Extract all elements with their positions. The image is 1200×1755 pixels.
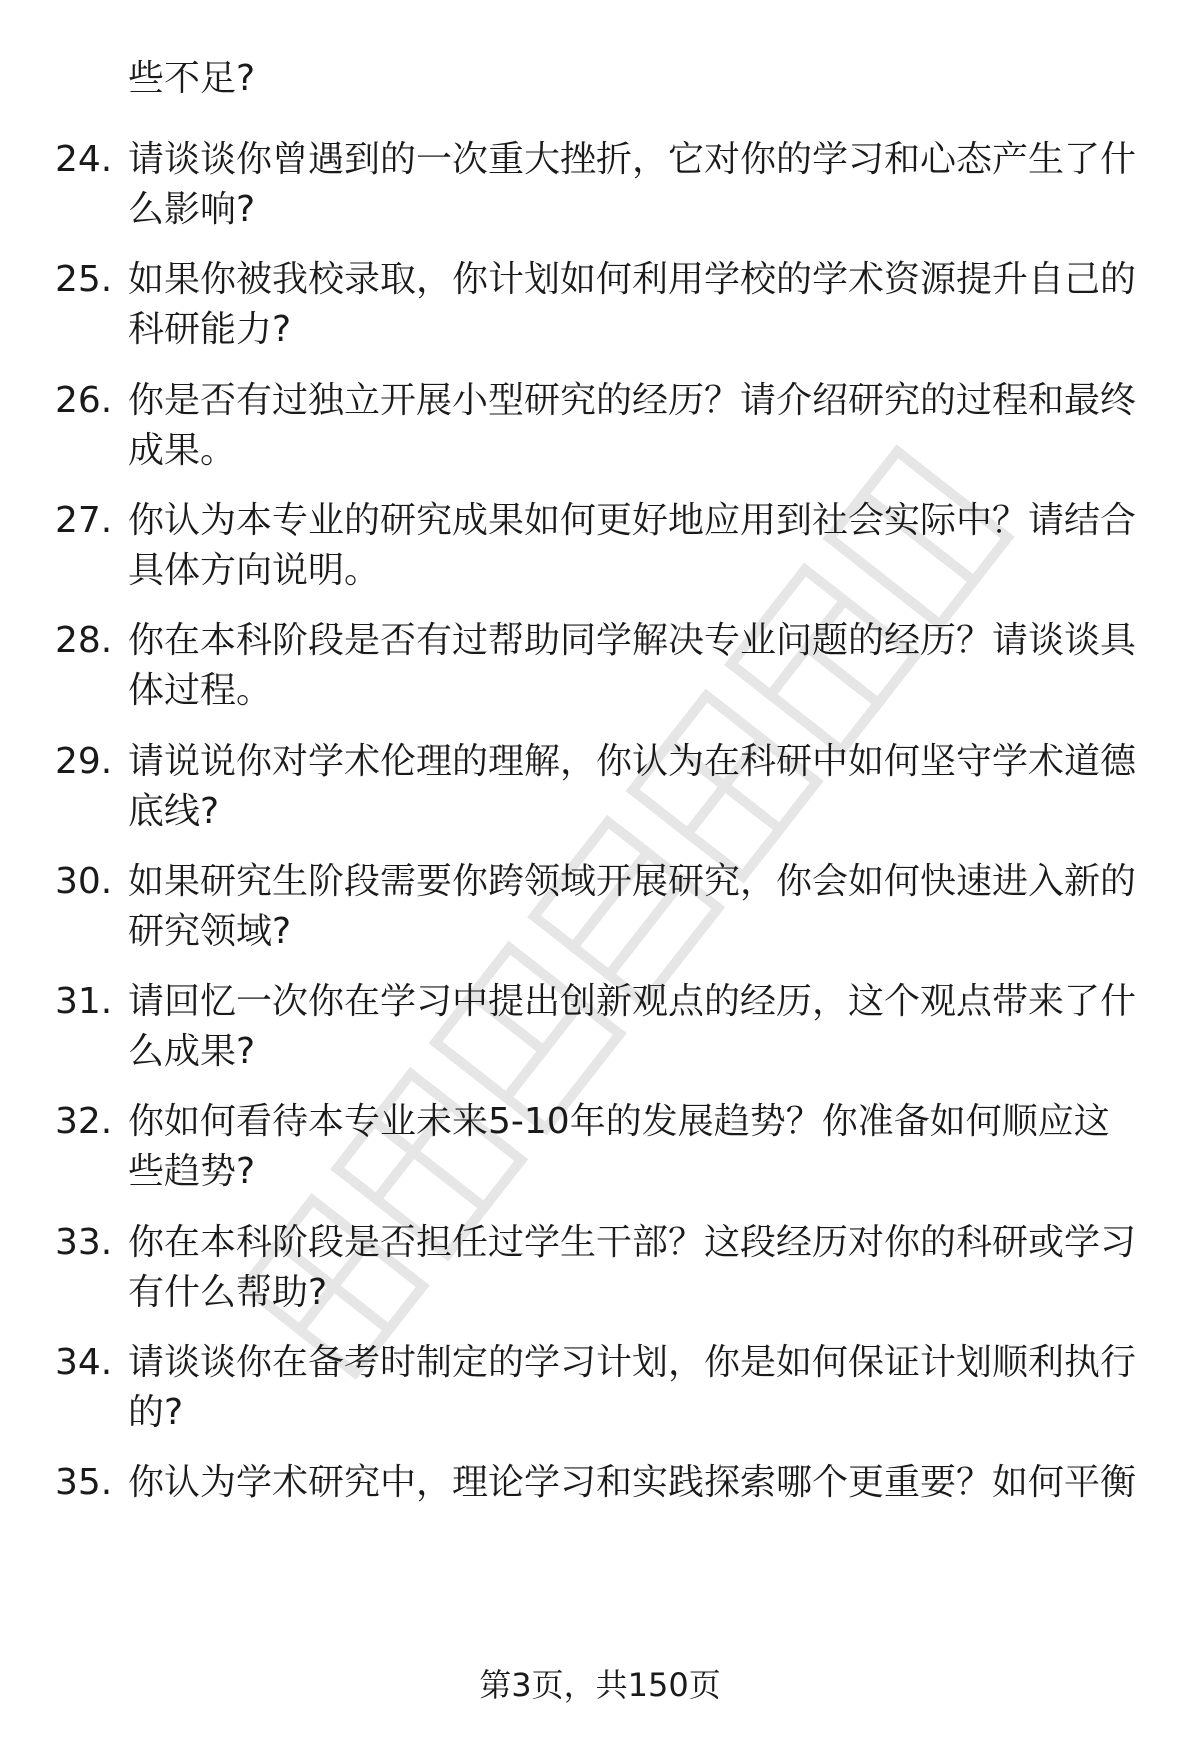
question-number: 27. xyxy=(55,500,113,541)
question-item xyxy=(55,616,1145,716)
question-text: 你认为本专业的研究成果如何更好地应用到社会实际中？请结合具体方向说明。 xyxy=(128,500,1137,591)
question-item xyxy=(55,857,1145,957)
question-text: 请谈谈你在备考时制定的学习计划，你是如何保证计划顺利执行的? xyxy=(128,1342,1137,1433)
question-text: 你在本科阶段是否有过帮助同学解决专业问题的经历？请谈谈具体过程。 xyxy=(128,620,1137,711)
question-item xyxy=(55,977,1145,1077)
question-number: 29. xyxy=(55,741,113,782)
question-number: 35. xyxy=(55,1462,113,1503)
question-text: 你认为学术研究中，理论学习和实践探索哪个更重要？如何平衡 xyxy=(128,1462,1137,1503)
question-number: 31. xyxy=(55,981,113,1022)
question-item xyxy=(55,496,1145,596)
question-text: 你是否有过独立开展小型研究的经历？请介绍研究的过程和最终成果。 xyxy=(128,380,1137,471)
page-number-footer: 第3页，共150页 xyxy=(479,1666,721,1704)
question-text: 请谈谈你曾遇到的一次重大挫折，它对你的学习和心态产生了什么影响? xyxy=(128,139,1137,230)
question-item xyxy=(55,255,1145,355)
question-number: 30. xyxy=(55,861,113,902)
question-text: 请说说你对学术伦理的理解，你认为在科研中如何坚守学术道德底线? xyxy=(128,741,1137,832)
question-item xyxy=(55,1458,1145,1518)
question-number: 33. xyxy=(55,1222,113,1263)
question-text: 你在本科阶段是否担任过学生干部？这段经历对你的科研或学习有什么帮助? xyxy=(128,1222,1137,1313)
question-text: 如果研究生阶段需要你跨领域开展研究，你会如何快速进入新的研究领域? xyxy=(128,861,1137,952)
question-item xyxy=(55,1097,1145,1197)
question-number: 25. xyxy=(55,259,113,300)
question-number: 34. xyxy=(55,1342,113,1383)
question-number: 32. xyxy=(55,1101,113,1142)
question-text: 请回忆一次你在学习中提出创新观点的经历，这个观点带来了什么成果? xyxy=(128,981,1137,1072)
question-item xyxy=(55,135,1145,235)
question-text: 你如何看待本专业未来5-10年的发展趋势？你准备如何顺应这些趋势? xyxy=(128,1101,1110,1192)
question-number: 26. xyxy=(55,380,113,421)
question-item xyxy=(55,376,1145,476)
question-item xyxy=(55,1338,1145,1438)
question-item xyxy=(55,1218,1145,1318)
continuation-text: 些不足? xyxy=(128,58,256,99)
question-number: 28. xyxy=(55,620,113,661)
question-item xyxy=(55,737,1145,837)
question-number: 24. xyxy=(55,139,113,180)
question-text: 如果你被我校录取，你计划如何利用学校的学术资源提升自己的科研能力? xyxy=(128,259,1137,350)
